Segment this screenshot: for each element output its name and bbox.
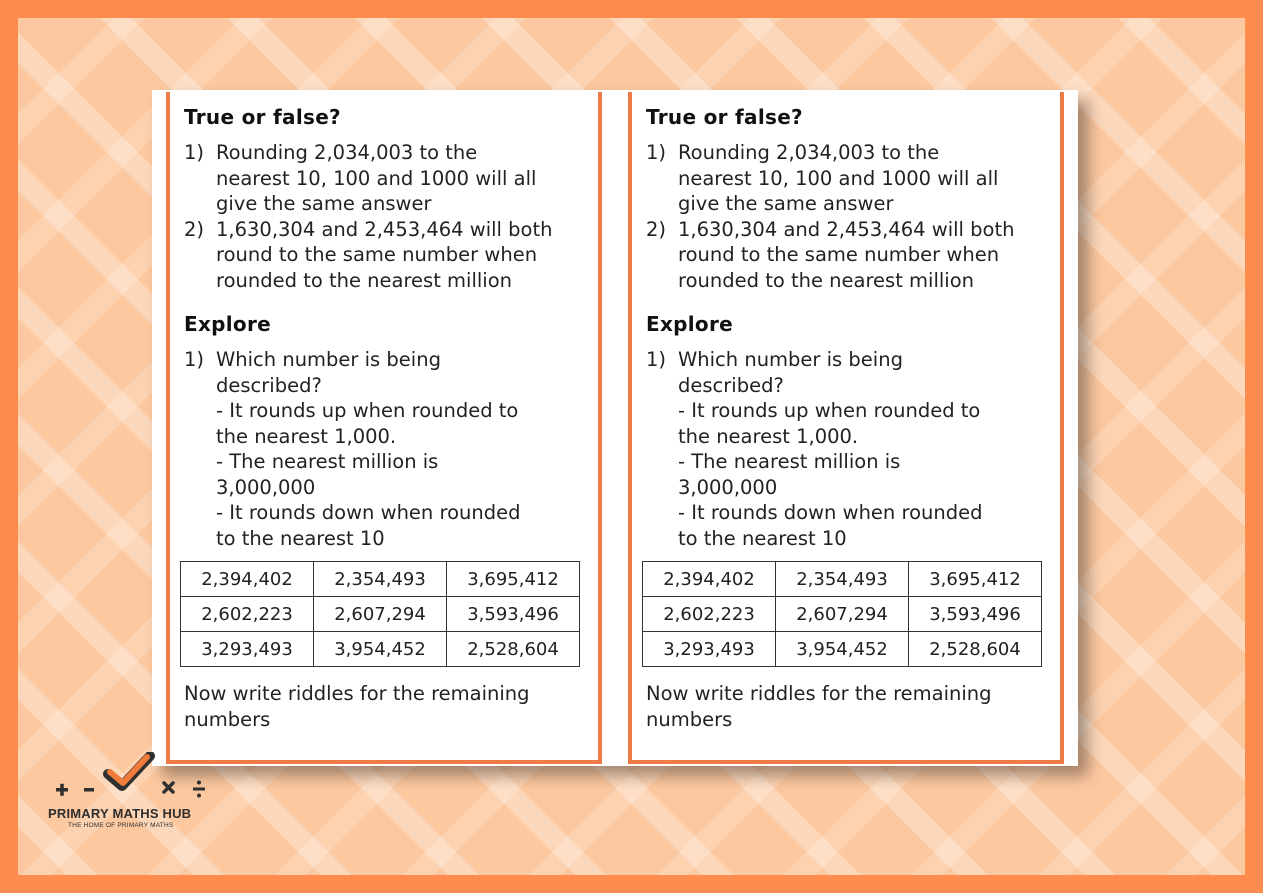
list-item: 2) 1,630,304 and 2,453,464 will both round to the same number when rounded to the nearest million	[646, 217, 1015, 292]
table-row: 2,602,223 2,607,294 3,593,496	[643, 597, 1042, 632]
explore-question: 1) Which number is being described? - It rounds up when rounded to the nearest 1,000. - The nearest million is 3,000,000 - It rounds down when rounded to the nearest 10	[646, 348, 983, 550]
worksheet-card-left	[166, 92, 602, 764]
list-item: 1) Rounding 2,034,003 to the nearest 10, 100 and 1000 will all give the same answer	[184, 141, 537, 215]
footer-instruction: Now write riddles for the remaining numbers	[646, 682, 992, 731]
table-row: 3,293,493 3,954,452 2,528,604	[181, 632, 580, 667]
list-item: 1) Rounding 2,034,003 to the nearest 10, 100 and 1000 will all give the same answer	[646, 141, 999, 215]
footer-instruction: Now write riddles for the remaining numbers	[184, 682, 530, 731]
primary-maths-hub-logo	[46, 752, 226, 836]
logo-name: PRIMARY MATHS HUB	[48, 806, 192, 821]
maths-symbols-icon	[46, 752, 226, 806]
true-false-heading: True or false?	[184, 105, 341, 129]
numbers-table	[180, 561, 580, 667]
explore-heading: Explore	[646, 312, 734, 336]
explore-heading: Explore	[184, 312, 272, 336]
list-item: 2) 1,630,304 and 2,453,464 will both round to the same number when rounded to the nearest million	[184, 217, 553, 292]
table-row: 2,602,223 2,607,294 3,593,496	[181, 597, 580, 632]
worksheet-card-right	[628, 92, 1064, 764]
true-false-heading: True or false?	[646, 105, 803, 129]
table-row: 2,394,402 2,354,493 3,695,412	[643, 562, 1042, 597]
true-false-list	[184, 140, 598, 293]
table-row: 3,293,493 3,954,452 2,528,604	[643, 632, 1042, 667]
true-false-list	[646, 140, 1060, 293]
explore-question: 1) Which number is being described? - It rounds up when rounded to the nearest 1,000. - The nearest million is 3,000,000 - It rounds down when rounded to the nearest 10	[184, 348, 521, 550]
logo-tagline: THE HOME OF PRIMARY MATHS	[68, 822, 174, 829]
numbers-table	[642, 561, 1042, 667]
table-row: 2,394,402 2,354,493 3,695,412	[181, 562, 580, 597]
